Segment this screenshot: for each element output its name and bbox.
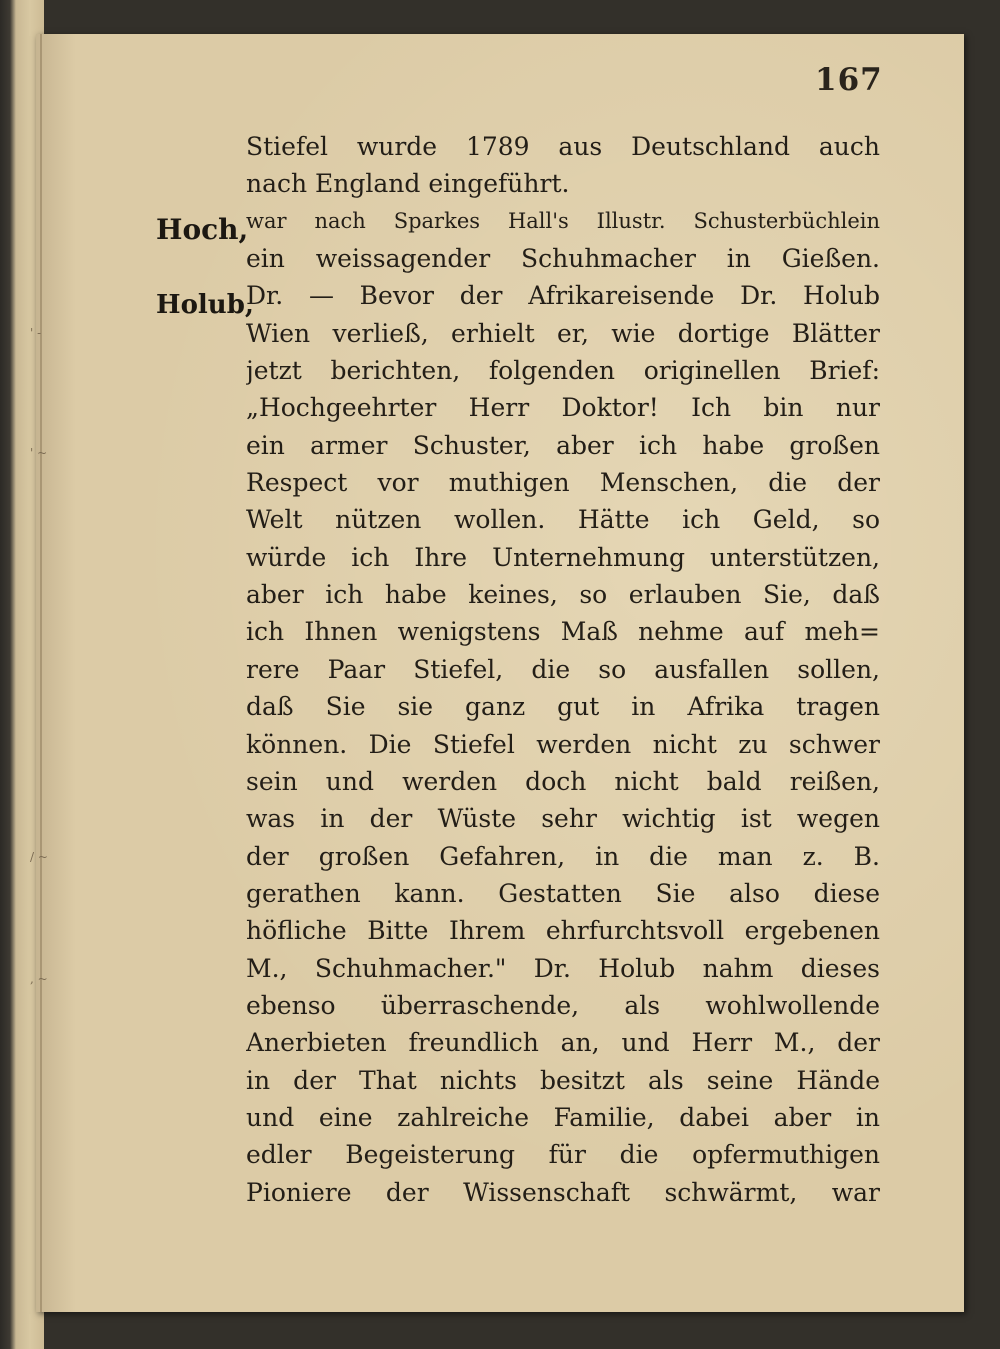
text-line: „Hochgeehrter Herr Doktor! Ich bin nur (246, 393, 880, 423)
text-line: Respect vor muthigen Menschen, die der (246, 468, 880, 498)
text-line: gerathen kann. Gestatten Sie also diese (246, 878, 880, 908)
text-line: und eine zahlreiche Familie, dabei aber in (246, 1102, 880, 1132)
text-line: Welt nützen wollen. Hätte ich Geld, so (246, 505, 880, 535)
text-line: war nach Sparkes Hall's Illustr. Schusterbüchlein (246, 208, 880, 233)
text-line: aber ich habe keines, so erlauben Sie, daß (246, 580, 880, 610)
text-line: höfliche Bitte Ihrem ehrfurchtsvoll ergebenen (246, 916, 880, 946)
text-line: können. Die Stiefel werden nicht zu schwer (246, 729, 880, 759)
text-line: Stiefel wurde 1789 aus Deutschland auch (246, 132, 880, 161)
text-line: sein und werden doch nicht bald reißen, (246, 766, 880, 796)
margin-mark: , ~ (30, 972, 48, 986)
text-line: M., Schuhmacher." Dr. Holub nahm dieses (246, 953, 880, 983)
text-line: ich Ihnen wenigstens Maß nehme auf meh= (246, 617, 880, 647)
entry-lemma-hoch: Hoch, (156, 213, 249, 246)
text-line: jetzt berichten, folgenden originellen Brief: (246, 356, 880, 386)
text-line: nach England eingeführt. (246, 169, 570, 199)
text-line: edler Begeisterung für die opfermuthigen (246, 1140, 880, 1170)
text-line: würde ich Ihre Unternehmung unterstützen, (246, 542, 880, 572)
body-text (246, 128, 880, 1211)
text-line: Pioniere der Wissenschaft schwärmt, war (246, 1177, 880, 1207)
text-line: rere Paar Stiefel, die so ausfallen sollen, (246, 654, 880, 684)
text-line: daß Sie sie ganz gut in Afrika tragen (246, 692, 880, 722)
text-line: in der That nichts besitzt als seine Hände (246, 1065, 880, 1095)
text-line: Anerbieten freundlich an, und Herr M., der (246, 1028, 880, 1058)
text-line: Wien verließ, erhielt er, wie dortige Blätter (246, 318, 880, 348)
text-line: ebenso überraschende, als wohlwollende (246, 990, 880, 1020)
margin-mark: ' ~ (30, 446, 48, 460)
page-gutter (40, 34, 42, 1312)
text-line: ein armer Schuster, aber ich habe großen (246, 430, 880, 460)
text-line: ein weissagender Schuhmacher in Gießen. (246, 244, 880, 274)
margin-mark: ' - (30, 326, 42, 340)
page-number: 167 (815, 62, 883, 98)
text-line: was in der Wüste sehr wichtig ist wegen (246, 804, 880, 834)
entry-lemma-holub: Holub, (156, 290, 254, 320)
text-line: Dr. — Bevor der Afrikareisende Dr. Holub (246, 281, 880, 311)
text-line: der großen Gefahren, in die man z. B. (246, 841, 880, 871)
margin-mark: / ~ (30, 850, 48, 864)
